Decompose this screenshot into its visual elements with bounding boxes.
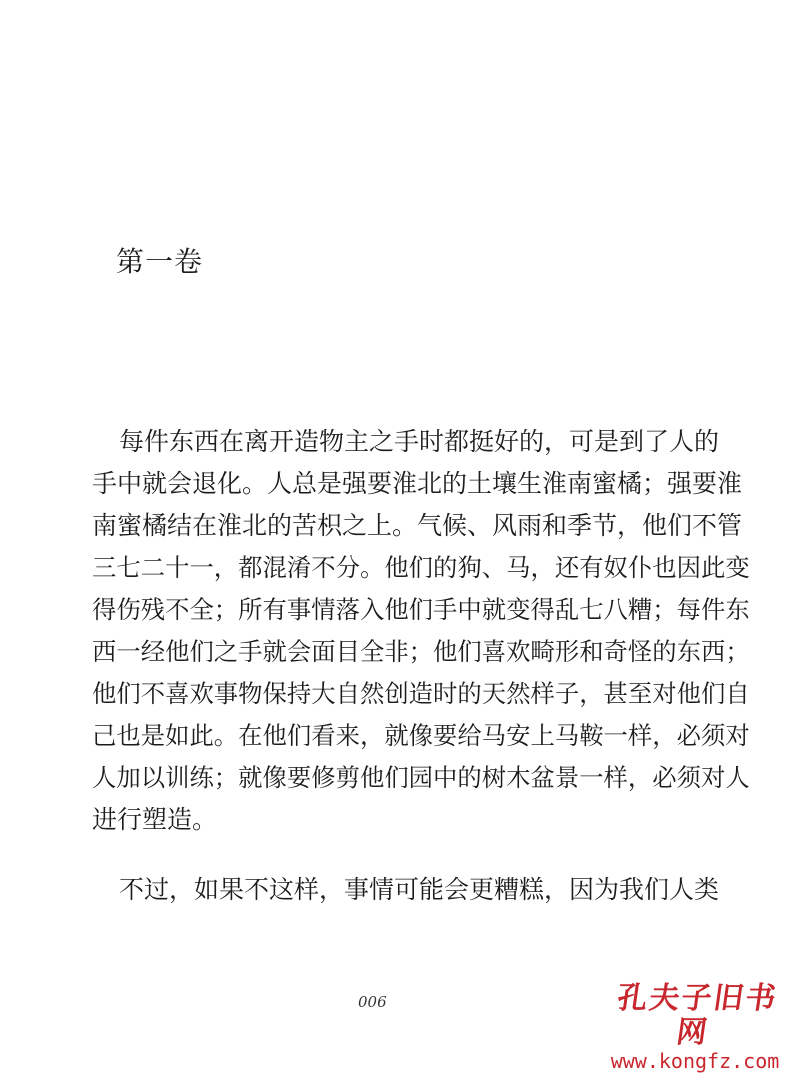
text-line: 人加以训练；就像要修剪他们园中的树木盆景一样，必须对人	[92, 763, 750, 792]
text-line: 己也是如此。在他们看来，就像要给马安上马鞍一样，必须对	[92, 721, 750, 750]
text-line: 得伤残不全；所有事情落入他们手中就变得乱七八糟；每件东	[92, 595, 750, 624]
text-line: 三七二十一，都混淆不分。他们的狗、马，还有奴仆也因此变	[92, 553, 750, 582]
watermark	[600, 982, 790, 1072]
page-number: 006	[358, 993, 387, 1011]
watermark-name: 孔夫子旧书网	[615, 981, 780, 1050]
text-line: 南蜜橘结在淮北的苦枳之上。气候、风雨和季节，他们不管	[92, 511, 743, 540]
text-line: 每件东西在离开造物主之手时都挺好的，可是到了人的	[119, 427, 720, 456]
text-line: 不过，如果不这样，事情可能会更糟糕，因为我们人类	[119, 875, 720, 904]
text-line: 他们不喜欢事物保持大自然创造时的天然样子，甚至对他们自	[92, 679, 750, 708]
text-line: 手中就会退化。人总是强要淮北的土壤生淮南蜜橘；强要淮	[92, 469, 743, 498]
chapter-title: 第一卷	[116, 245, 204, 278]
text-line: 西一经他们之手就会面目全非；他们喜欢畸形和奇怪的东西；	[92, 637, 750, 666]
text-line: 进行塑造。	[92, 805, 218, 834]
watermark-url: www.kongfz.com	[610, 1049, 780, 1073]
